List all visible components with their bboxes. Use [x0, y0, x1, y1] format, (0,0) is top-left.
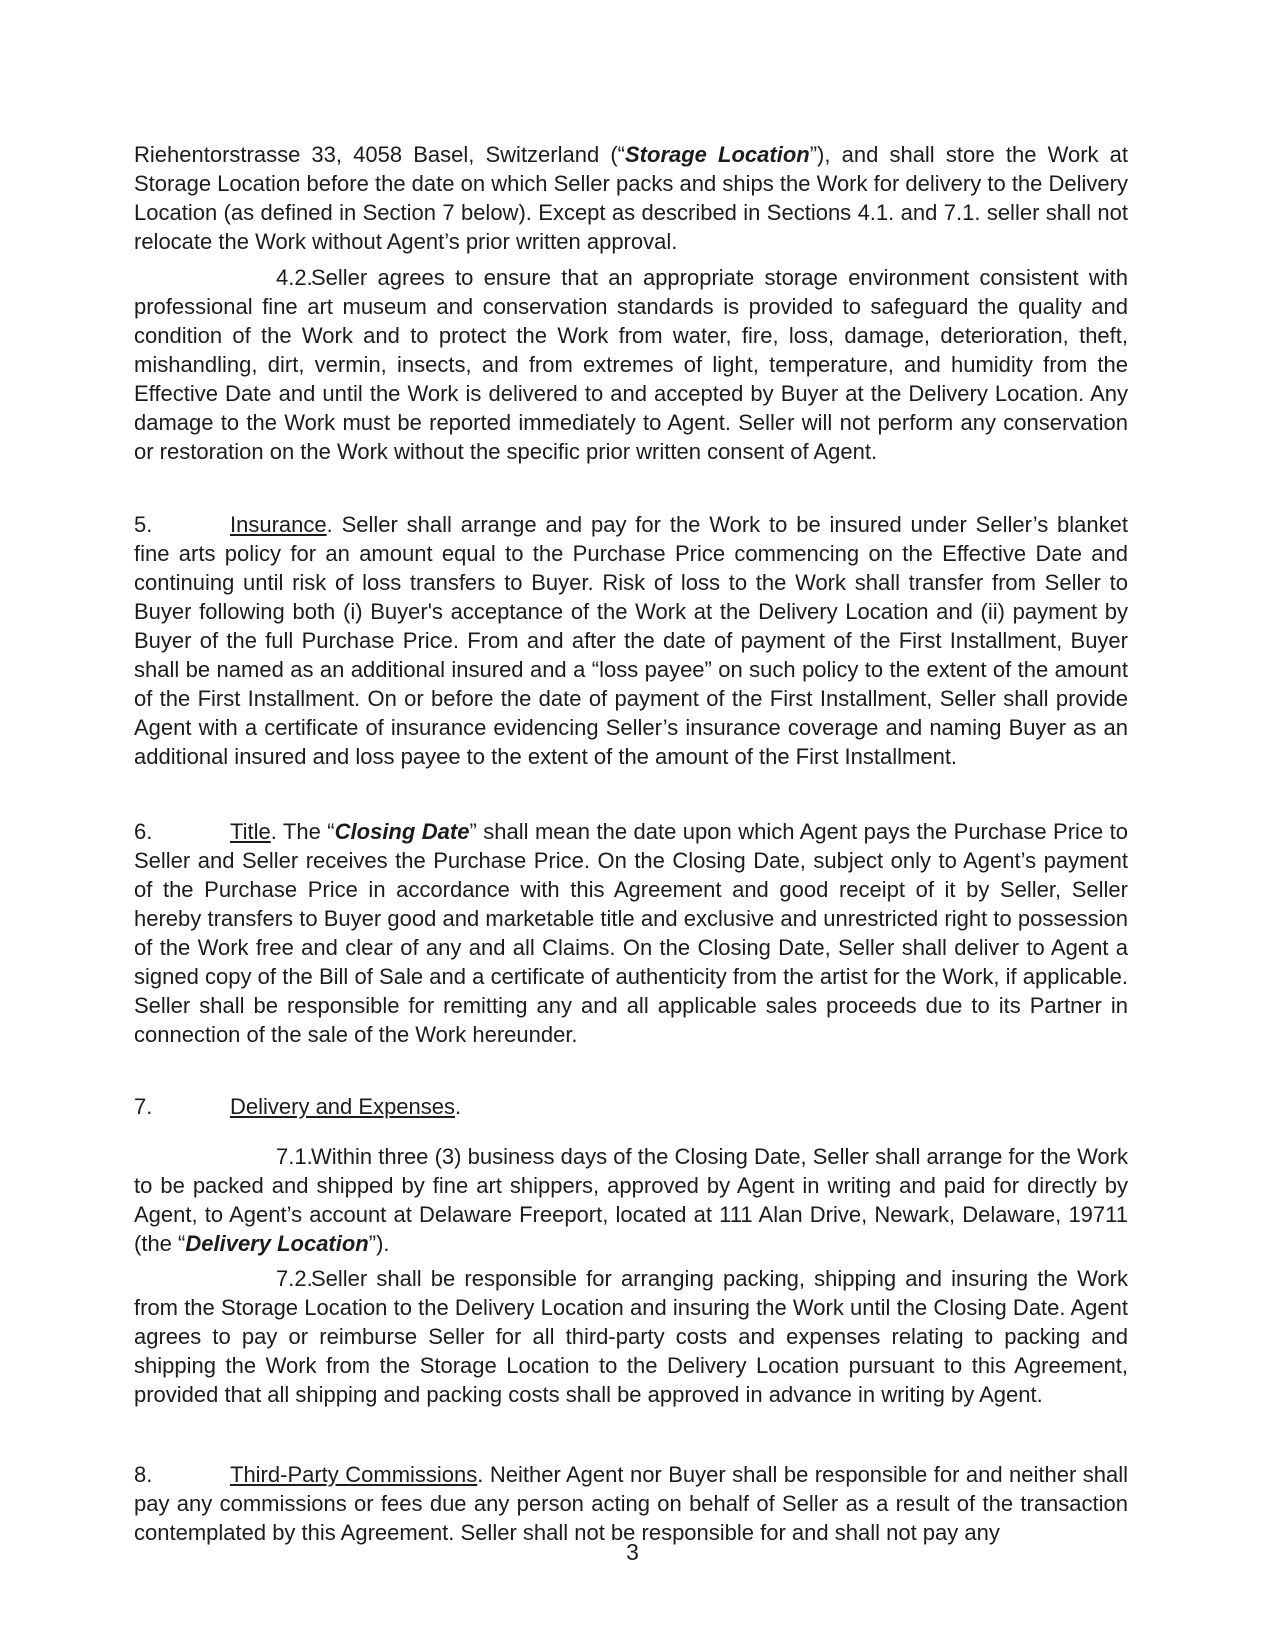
text-segment: Title [230, 819, 271, 844]
text-segment: . Neither Agent nor Buyer shall be responsible for and neither shall pay any commissions or fees due any person acting on behalf of Seller as a result of the transaction contemplated by this Agreement. Seller shall not be responsible for and shall not pay any [134, 1462, 1128, 1545]
clause-7-2 [134, 1264, 1128, 1409]
text-segment: 7.2. [276, 1266, 313, 1291]
text-segment: ”), and shall store the Work at Storage Location before the date on which Seller packs and ships the Work for delivery to the Delivery Location (as defined in Section 7 below). Except as described in Sections 4.1. and 7.1. seller shall not relocate the Work without Agent’s prior written approval. [134, 142, 1128, 254]
text-segment: Seller agrees to ensure that an appropriate storage environment consistent with professional fine art museum and conservation standards is provided to safeguard the quality and condition of the Work and to protect the Work from water, fire, loss, damage, deterioration, theft, mishandling, dirt, vermin, insects, and from extremes of light, temperature, and humidity from the Effective Date and until the Work is delivered to and accepted by Buyer at the Delivery Location. Any damage to the Work must be reported immediately to Agent. Seller will not perform any conservation or restoration on the Work without the specific prior written consent of Agent. [134, 265, 1128, 464]
section-8-third-party-commissions [134, 1460, 1128, 1547]
contract-text [134, 140, 1128, 1547]
text-segment: 5. [134, 512, 153, 537]
text-segment: Delivery Location [185, 1231, 369, 1256]
text-segment: 6. [134, 819, 153, 844]
text-segment: . Seller shall arrange and pay for the Work to be insured under Seller’s blanket fine arts policy for an amount equal to the Purchase Price commencing on the Effective Date and continuing until risk of loss transfers to Buyer. Risk of loss to the Work shall transfer from Seller to Buyer following both (i) Buyer's acceptance of the Work at the Delivery Location and (ii) payment by Buyer of the full Purchase Price. From and after the date of payment of the First Installment, Buyer shall be named as an additional insured and a “loss payee” on such policy to the extent of the amount of the First Installment. On or before the date of payment of the First Installment, Seller shall provide Agent with a certificate of insurance evidencing Seller’s insurance coverage and naming Buyer as an additional insured and loss payee to the extent of the amount of the First Installment. [134, 512, 1128, 769]
text-segment: 4.2. [276, 265, 313, 290]
text-segment: Within three (3) business days of the Closing Date, Seller shall arrange for the Work to be packed and shipped by fine art shippers, approved by Agent in writing and paid for directly by Agent, to Agent’s account at Delaware Freeport, located at 111 Alan Drive, Newark, Delaware, 19711 (the “ [134, 1144, 1128, 1256]
text-segment: 7. [134, 1094, 153, 1119]
text-segment: Closing Date [334, 819, 470, 844]
section-6-title [134, 817, 1128, 1049]
page-number: 3 [626, 1539, 639, 1565]
section-7-heading [134, 1092, 1128, 1121]
text-segment: . The “ [270, 819, 335, 844]
text-segment: 8. [134, 1462, 153, 1487]
text-segment: Storage Location [625, 142, 810, 167]
section-5-insurance [134, 510, 1128, 771]
clause-4-2 [134, 263, 1128, 466]
clause-7-1 [134, 1142, 1128, 1258]
text-segment: Insurance [230, 512, 327, 537]
text-segment: Riehentorstrasse 33, 4058 Basel, Switzerland (“ [134, 142, 625, 167]
text-segment: 7.1. [276, 1144, 313, 1169]
text-segment: Third-Party Commissions [230, 1462, 478, 1487]
text-segment: Seller shall be responsible for arranging packing, shipping and insuring the Work from the Storage Location to the Delivery Location and insuring the Work until the Closing Date. Agent agrees to pay or reimburse Seller for all third-party costs and expenses relating to packing and shipping the Work from the Storage Location to the Delivery Location pursuant to this Agreement, provided that all shipping and packing costs shall be approved in advance in writing by Agent. [134, 1266, 1128, 1407]
text-segment: Delivery and Expenses [230, 1094, 456, 1119]
text-segment: ” shall mean the date upon which Agent pays the Purchase Price to Seller and Seller receives the Purchase Price. On the Closing Date, subject only to Agent’s payment of the Purchase Price in accordance with this Agreement and good receipt of it by Seller, Seller hereby transfers to Buyer good and marketable title and exclusive and unrestricted right to possession of the Work free and clear of any and all Claims. On the Closing Date, Seller shall deliver to Agent a signed copy of the Bill of Sale and a certificate of authenticity from the artist for the Work, if applicable. Seller shall be responsible for remitting any and all applicable sales proceeds due to its Partner in connection of the sale of the Work hereunder. [134, 819, 1128, 1047]
text-segment: . [455, 1094, 462, 1119]
paragraph-storage-location-continuation [134, 140, 1128, 256]
text-segment: ”). [368, 1231, 390, 1256]
